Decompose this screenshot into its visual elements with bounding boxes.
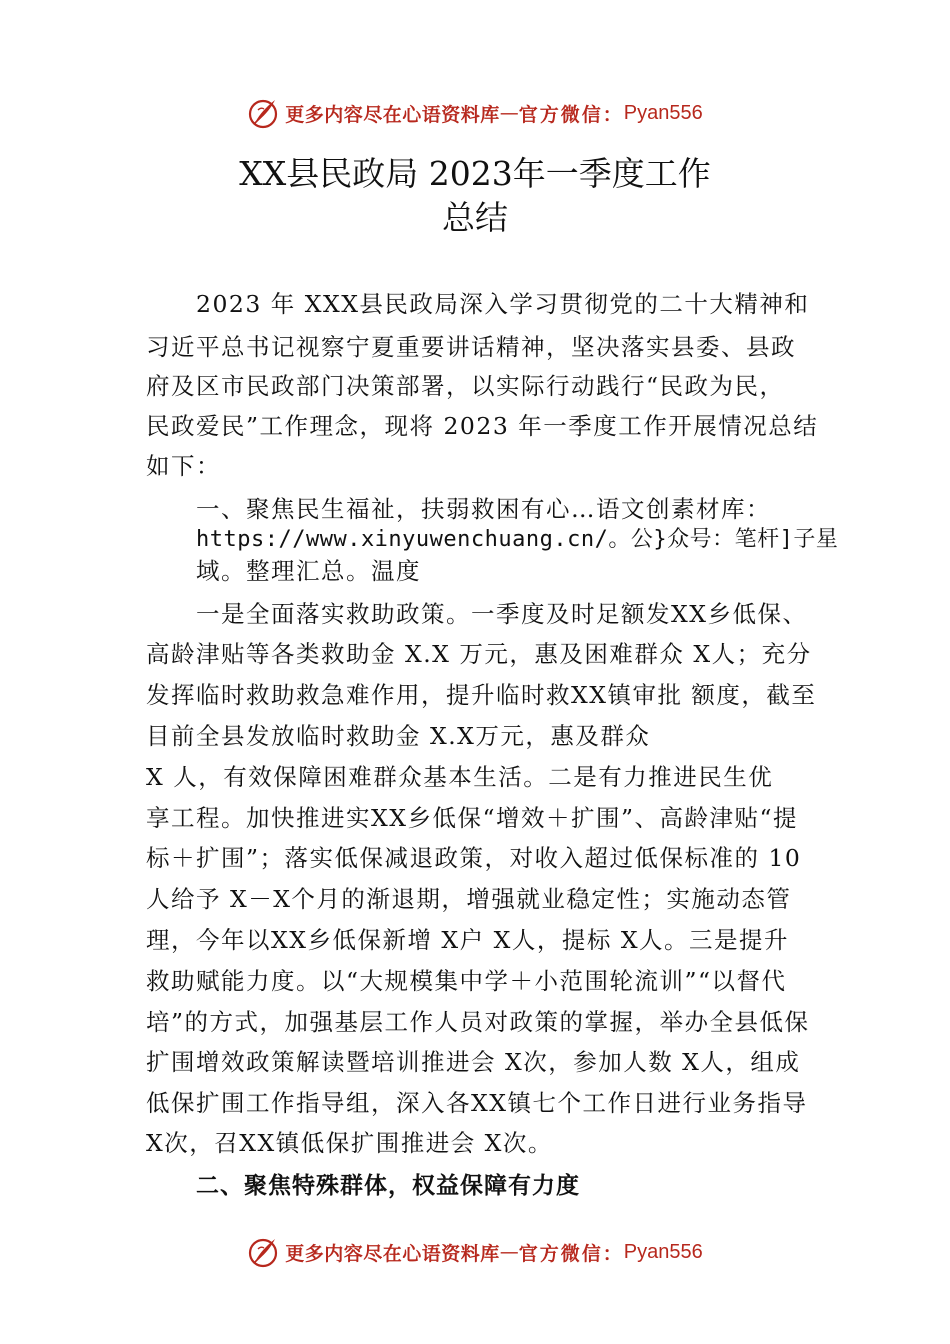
body-line: 民政爱民”工作理念，现将 2023 年一季度工作开展情况总结 xyxy=(146,412,819,440)
document-title-line-1: XX县民政局 2023年一季度工作 xyxy=(239,154,711,193)
banner-promo-text: 更多内容尽在心语资料库 xyxy=(285,1242,500,1265)
banner-dash: — xyxy=(499,102,519,124)
banner-wechat-id: Pyan556 xyxy=(623,1240,703,1263)
body-line: 救助赋能力度。以“大规模集中学＋小范围轮流训”“以督代 xyxy=(146,967,787,995)
source-url-line: https://www.xinyuwenchuang.cn/。公}众号：笔杆]子星 xyxy=(196,527,839,552)
document-title-line-2: 总结 xyxy=(442,198,508,237)
body-line: 2023 年 XXX县民政局深入学习贯彻党的二十大精神和 xyxy=(196,290,810,318)
body-line: 发挥临时救助救急难作用，提升临时救XX镇审批 额度，截至 xyxy=(146,681,817,709)
body-line: 目前全县发放临时救助金 X.X万元，惠及群众 xyxy=(146,722,651,750)
body-line: 高龄津贴等各类救助金 X.X 万元，惠及困难群众 X人；充分 xyxy=(146,640,812,668)
banner-wechat-id: Pyan556 xyxy=(623,101,703,124)
banner-wechat-label: 官方微信： xyxy=(518,103,624,126)
body-line: 人给予 X－X个月的渐退期，增强就业稳定性；实施动态管 xyxy=(146,885,792,913)
body-line: 府及区市民政部门决策部署，以实际行动践行“民政为民， xyxy=(146,372,785,400)
body-line: 域。整理汇总。温度 xyxy=(196,557,421,585)
footer-watermark-banner xyxy=(0,1232,950,1272)
banner-wechat-label: 官方微信： xyxy=(518,1242,624,1265)
body-line: 扩围增效政策解读暨培训推进会 X次，参加人数 X人，组成 xyxy=(146,1048,801,1076)
body-line: 培”的方式，加强基层工作人员对政策的掌握，举办全县低保 xyxy=(146,1008,810,1036)
body-line: 标＋扩围”；落实低保减退政策，对收入超过低保标准的 10 xyxy=(146,844,802,872)
body-line: X次，召XX镇低保扩围推进会 X次。 xyxy=(146,1129,553,1157)
body-line: 如下： xyxy=(146,452,221,480)
section-heading-1: 一、聚焦民生福祉，扶弱救困有心…语文创素材库： xyxy=(196,495,771,523)
banner-dash: — xyxy=(499,1241,519,1263)
quill-seal-logo-icon xyxy=(247,1235,281,1269)
body-line: 享工程。加快推进实XX乡低保“增效＋扩围”、高龄津贴“提 xyxy=(146,804,799,832)
body-line: 一是全面落实救助政策。一季度及时足额发XX乡低保、 xyxy=(196,600,808,628)
body-line: X 人，有效保障困难群众基本生活。二是有力推进民生优 xyxy=(146,763,774,791)
banner-promo-text: 更多内容尽在心语资料库 xyxy=(285,103,500,126)
body-line: 理，今年以XX乡低保新增 X户 X人，提标 X人。三是提升 xyxy=(146,926,790,954)
quill-seal-logo-icon xyxy=(247,96,281,130)
header-watermark-banner xyxy=(0,93,950,133)
body-line: 低保扩围工作指导组，深入各XX镇七个工作日进行业务指导 xyxy=(146,1089,808,1117)
section-heading-2: 二、聚焦特殊群体，权益保障有力度 xyxy=(196,1173,580,1199)
body-line: 习近平总书记视察宁夏重要讲话精神，坚决落实县委、县政 xyxy=(146,333,796,361)
